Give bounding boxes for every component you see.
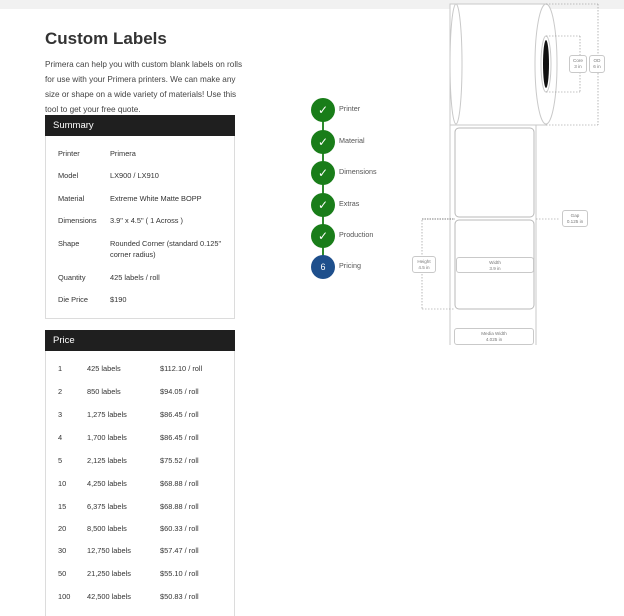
gap-value: 0.125 in (566, 219, 584, 224)
summary-value: Primera (110, 149, 136, 158)
summary-value: 425 labels / roll (110, 273, 160, 282)
roll-left-edge (450, 4, 462, 124)
summary-panel (45, 115, 235, 319)
check-icon: ✓ (311, 193, 335, 217)
price-label-count: 4,250 labels (87, 479, 127, 488)
price-roll-count: 4 (58, 433, 63, 442)
price-header: Price (45, 330, 235, 351)
price-label-count: 2,125 labels (87, 456, 127, 465)
summary-label: Dimensions (58, 216, 97, 225)
check-icon: ✓ (311, 224, 335, 248)
media-width-value: 4.025 in (485, 337, 503, 342)
price-per-roll: $68.88 / roll (160, 502, 199, 511)
summary-label: Die Price (58, 295, 88, 304)
price-label-count: 12,750 labels (87, 546, 131, 555)
summary-header: Summary (45, 115, 235, 136)
summary-label: Model (58, 171, 79, 180)
price-roll-count: 2 (58, 387, 63, 396)
page-title: Custom Labels (45, 29, 167, 48)
check-icon: ✓ (311, 130, 335, 154)
summary-label: Printer (58, 149, 80, 158)
step-dimensions[interactable] (311, 161, 411, 185)
step-label: Extras (339, 199, 360, 208)
od-dimension-box (589, 55, 605, 73)
media-width-dimension-box (454, 328, 534, 345)
step-label: Production (339, 230, 374, 239)
step-label: Material (339, 136, 365, 145)
height-dimension-box (412, 256, 436, 273)
summary-label: Material (58, 194, 85, 203)
price-label-count: 21,250 labels (87, 569, 131, 578)
price-roll-count: 100 (58, 592, 71, 601)
width-dimension-box (456, 257, 534, 273)
summary-value: Rounded Corner (standard 0.125" corner radius) (110, 239, 222, 259)
price-roll-count: 20 (58, 524, 67, 533)
price-roll-count: 3 (58, 410, 63, 419)
gap-dimension-box (562, 210, 588, 227)
step-label: Pricing (339, 261, 361, 270)
price-per-roll: $75.52 / roll (160, 456, 199, 465)
summary-value: 3.9" x 4.5" ( 1 Across ) (110, 216, 184, 225)
price-roll-count: 10 (58, 479, 67, 488)
price-per-roll: $55.10 / roll (160, 569, 199, 578)
step-production[interactable] (311, 224, 411, 248)
step-pricing[interactable] (311, 255, 411, 279)
core-label: Core (573, 58, 583, 63)
price-roll-count: 30 (58, 546, 67, 555)
price-per-roll: $60.33 / roll (160, 524, 199, 533)
summary-value: LX900 / LX910 (110, 171, 159, 180)
od-value: 6 in (593, 64, 601, 69)
summary-label: Shape (58, 239, 80, 248)
price-label-count: 1,700 labels (87, 433, 127, 442)
price-label-count: 1,275 labels (87, 410, 127, 419)
price-label-count: 6,375 labels (87, 502, 127, 511)
price-per-roll: $57.47 / roll (160, 546, 199, 555)
height-label: Height (417, 259, 431, 264)
price-roll-count: 15 (58, 502, 67, 511)
summary-label: Quantity (58, 273, 86, 282)
width-label: Width (489, 260, 501, 265)
price-per-roll: $50.83 / roll (160, 592, 199, 601)
price-label-count: 850 labels (87, 387, 121, 396)
price-per-roll: $86.45 / roll (160, 433, 199, 442)
od-label: OD (593, 58, 601, 63)
price-per-roll: $68.88 / roll (160, 479, 199, 488)
price-panel (45, 330, 235, 616)
summary-value: Extreme White Matte BOPP (110, 194, 202, 203)
price-per-roll: $94.05 / roll (160, 387, 199, 396)
price-roll-count: 50 (58, 569, 67, 578)
step-label: Printer (339, 104, 361, 113)
core-dimension-box (569, 55, 587, 73)
roll-body (450, 4, 546, 125)
step-material[interactable] (311, 130, 411, 154)
price-per-roll: $112.10 / roll (160, 364, 203, 373)
check-icon: ✓ (311, 98, 335, 122)
step-label: Dimensions (339, 167, 377, 176)
price-label-count: 8,500 labels (87, 524, 127, 533)
price-roll-count: 5 (58, 456, 63, 465)
price-roll-count: 1 (58, 364, 63, 373)
gap-label: Gap (570, 213, 580, 218)
summary-value: $190 (110, 295, 127, 304)
price-label-count: 42,500 labels (87, 592, 131, 601)
roll-core-hole (543, 40, 549, 88)
core-value: 3 in (574, 64, 582, 69)
label-shape-1 (455, 128, 534, 217)
check-icon: ✓ (311, 161, 335, 185)
step-extras[interactable] (311, 193, 411, 217)
price-label-count: 425 labels (87, 364, 121, 373)
media-width-label: Media Width (481, 331, 507, 336)
height-value: 4.5 in (418, 265, 430, 270)
step-number-badge: 6 (311, 255, 335, 279)
width-value: 3.9 in (489, 266, 501, 271)
step-printer[interactable] (311, 98, 411, 122)
roll-diagram (400, 0, 624, 360)
price-per-roll: $86.45 / roll (160, 410, 199, 419)
intro-text: Primera can help you with custom blank labels on rolls for use with your Primera printers. We can make any size or shape on a wide variety of materials! Use this tool to get your free quote. (45, 60, 243, 114)
